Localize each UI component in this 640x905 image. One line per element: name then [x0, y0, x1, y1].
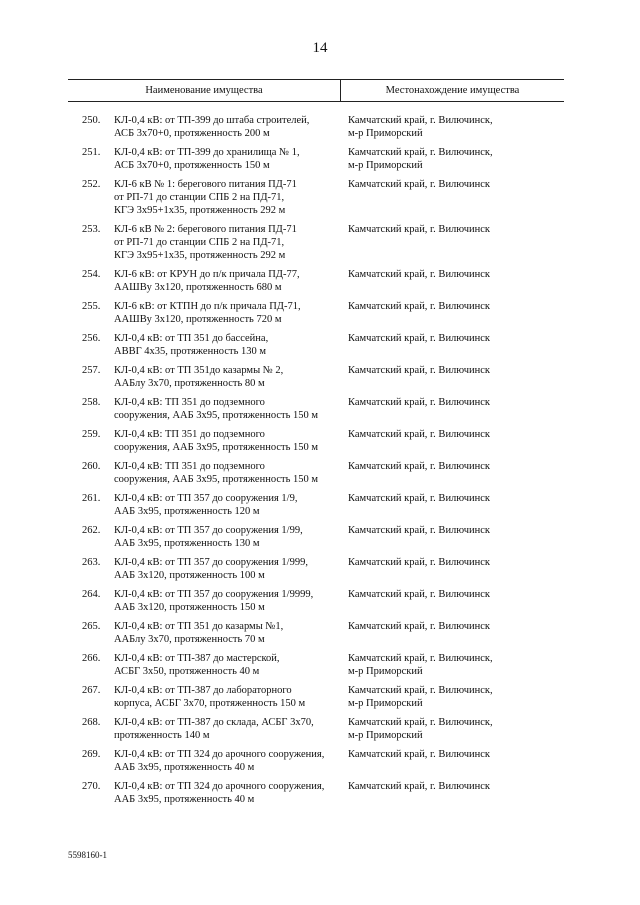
property-location-line: Камчатский край, г. Вилючинск — [348, 781, 491, 792]
property-name-line: КЛ-6 кВ № 1: берегового питания ПД-71 — [114, 179, 297, 190]
property-location — [340, 428, 564, 454]
property-name-line: КЛ-0,4 кВ: от ТП 357 до сооружения 1/9999, — [114, 589, 314, 600]
property-location-line: Камчатский край, г. Вилючинск — [348, 749, 491, 760]
property-location — [340, 396, 564, 422]
property-name-line: корпуса, АСБГ 3х70, протяженность 150 м — [114, 698, 306, 709]
property-location-line: Камчатский край, г. Вилючинск — [348, 525, 491, 536]
property-name-line: КЛ-0,4 кВ: от ТП-399 до хранилища № 1, — [114, 147, 300, 158]
property-name-line: сооружения, ААБ 3х95, протяженность 150 м — [114, 442, 319, 453]
property-name-line: АВВГ 4х35, протяженность 130 м — [114, 346, 267, 357]
table-header — [68, 79, 564, 102]
table-row — [68, 556, 564, 582]
table-row — [68, 780, 564, 806]
row-number: 266. — [82, 653, 101, 664]
property-name-line: КЛ-0,4 кВ: от ТП 357 до сооружения 1/9, — [114, 493, 298, 504]
table-row — [68, 146, 564, 172]
property-location — [340, 114, 564, 140]
property-name — [114, 114, 340, 140]
property-location-line: Камчатский край, г. Вилючинск — [348, 461, 491, 472]
property-name — [114, 332, 340, 358]
row-number: 260. — [82, 461, 101, 472]
property-name-line: КЛ-6 кВ: от КТПН до п/к причала ПД-71, — [114, 301, 301, 312]
property-name-line: ААШВу 3х120, протяженность 680 м — [114, 282, 282, 293]
property-location — [340, 268, 564, 294]
property-name-line: КЛ-0,4 кВ: от ТП-387 до мастерской, — [114, 653, 280, 664]
table-row — [68, 114, 564, 140]
property-location — [340, 780, 564, 806]
table-row — [68, 716, 564, 742]
property-name — [114, 460, 340, 486]
table-row — [68, 524, 564, 550]
property-location-line: Камчатский край, г. Вилючинск, — [348, 147, 493, 158]
table-row — [68, 684, 564, 710]
property-name — [114, 396, 340, 422]
property-location-line: Камчатский край, г. Вилючинск — [348, 224, 491, 235]
row-number: 268. — [82, 717, 101, 728]
table-row — [68, 748, 564, 774]
property-name-line: КЛ-6 кВ № 2: берегового питания ПД-71 — [114, 224, 297, 235]
property-name-line: сооружения, ААБ 3х95, протяженность 150 м — [114, 410, 319, 421]
property-name — [114, 492, 340, 518]
property-location — [340, 332, 564, 358]
property-name-line: КЛ-0,4 кВ: от ТП 351 до бассейна, — [114, 333, 269, 344]
header-name-column: Наименование имущества — [68, 80, 341, 101]
property-name — [114, 716, 340, 742]
property-name-line: ААШВу 3х120, протяженность 720 м — [114, 314, 282, 325]
table-row — [68, 620, 564, 646]
table-row — [68, 492, 564, 518]
table-row — [68, 268, 564, 294]
property-location — [340, 748, 564, 774]
header-location-column: Местонахождение имущества — [385, 85, 520, 96]
property-name-line: КЛ-0,4 кВ: от ТП 351 до казармы №1, — [114, 621, 284, 632]
property-name-line: КЛ-0,4 кВ: от ТП 324 до арочного сооружения, — [114, 749, 325, 760]
property-name-line: протяженность 140 м — [114, 730, 210, 741]
document-code: 5598160-1 — [68, 850, 107, 860]
row-number: 258. — [82, 397, 101, 408]
property-location — [340, 223, 564, 262]
property-name-line: КЛ-0,4 кВ: от ТП 324 до арочного сооружения, — [114, 781, 325, 792]
property-name-line: КЛ-6 кВ: от КРУН до п/к причала ПД-77, — [114, 269, 300, 280]
property-name — [114, 748, 340, 774]
property-location — [340, 652, 564, 678]
row-number: 255. — [82, 301, 101, 312]
property-name-line: КГЭ 3х95+1х35, протяженность 292 м — [114, 250, 286, 261]
row-number: 251. — [82, 147, 101, 158]
row-number: 263. — [82, 557, 101, 568]
row-number: 261. — [82, 493, 101, 504]
property-location — [340, 146, 564, 172]
table-row — [68, 300, 564, 326]
property-location — [340, 300, 564, 326]
property-location — [340, 492, 564, 518]
row-number: 259. — [82, 429, 101, 440]
table-row — [68, 428, 564, 454]
row-number: 252. — [82, 179, 101, 190]
property-name — [114, 223, 340, 262]
property-location-line: Камчатский край, г. Вилючинск — [348, 493, 491, 504]
property-location-line: Камчатский край, г. Вилючинск — [348, 269, 491, 280]
property-name-line: ААБлу 3х70, протяженность 80 м — [114, 378, 265, 389]
row-number: 269. — [82, 749, 101, 760]
page-number: 14 — [312, 40, 328, 56]
property-location-line: м-р Приморский — [348, 698, 423, 709]
property-location — [340, 364, 564, 390]
row-number: 256. — [82, 333, 101, 344]
property-location — [340, 620, 564, 646]
property-location-line: Камчатский край, г. Вилючинск — [348, 589, 491, 600]
property-location-line: м-р Приморский — [348, 666, 423, 677]
property-name-line: от РП-71 до станции СПБ 2 на ПД-71, — [114, 237, 285, 248]
row-number: 250. — [82, 115, 101, 126]
property-name-line: АСБ 3х70+0, протяженность 150 м — [114, 160, 270, 171]
table-body — [68, 114, 564, 806]
row-number: 265. — [82, 621, 101, 632]
property-name-line: ААБ 3х120, протяженность 100 м — [114, 570, 265, 581]
row-number: 257. — [82, 365, 101, 376]
property-name-line: КЛ-0,4 кВ: от ТП 351до казармы № 2, — [114, 365, 284, 376]
property-location — [340, 524, 564, 550]
property-location-line: Камчатский край, г. Вилючинск — [348, 429, 491, 440]
property-location-line: Камчатский край, г. Вилючинск, — [348, 653, 493, 664]
row-number: 253. — [82, 224, 101, 235]
property-name — [114, 268, 340, 294]
property-name-line: КЛ-0,4 кВ: ТП 351 до подземного — [114, 429, 265, 440]
property-location-line: Камчатский край, г. Вилючинск — [348, 333, 491, 344]
property-name — [114, 428, 340, 454]
property-location-line: Камчатский край, г. Вилючинск, — [348, 717, 493, 728]
property-location — [340, 178, 564, 217]
property-location-line: Камчатский край, г. Вилючинск, — [348, 115, 493, 126]
table-row — [68, 332, 564, 358]
table-row — [68, 588, 564, 614]
property-name-line: ААБ 3х120, протяженность 150 м — [114, 602, 265, 613]
table-row — [68, 396, 564, 422]
property-location — [340, 556, 564, 582]
property-location-line: Камчатский край, г. Вилючинск, — [348, 685, 493, 696]
property-name-line: КЛ-0,4 кВ: ТП 351 до подземного — [114, 461, 265, 472]
property-name-line: КЛ-0,4 кВ: от ТП 357 до сооружения 1/999, — [114, 557, 308, 568]
property-name — [114, 364, 340, 390]
property-name-line: КЛ-0,4 кВ: от ТП-387 до лабораторного — [114, 685, 292, 696]
property-name — [114, 588, 340, 614]
property-location — [340, 460, 564, 486]
table-row — [68, 652, 564, 678]
property-name-line: ААБ 3х95, протяженность 40 м — [114, 762, 255, 773]
property-location-line: Камчатский край, г. Вилючинск — [348, 179, 491, 190]
row-number: 262. — [82, 525, 101, 536]
property-table — [68, 79, 564, 812]
property-location-line: Камчатский край, г. Вилючинск — [348, 301, 491, 312]
property-name-line: АСБГ 3х50, протяженность 40 м — [114, 666, 260, 677]
property-name-line: от РП-71 до станции СПБ 2 на ПД-71, — [114, 192, 285, 203]
row-number: 267. — [82, 685, 101, 696]
property-name-line: ААБ 3х95, протяженность 40 м — [114, 794, 255, 805]
property-name — [114, 146, 340, 172]
table-row — [68, 178, 564, 217]
property-name — [114, 620, 340, 646]
property-name-line: КЛ-0,4 кВ: от ТП-387 до склада, АСБГ 3х70, — [114, 717, 314, 728]
property-name — [114, 178, 340, 217]
property-name-line: КЛ-0,4 кВ: от ТП-399 до штаба строителей, — [114, 115, 310, 126]
property-location-line: Камчатский край, г. Вилючинск — [348, 557, 491, 568]
property-location-line: м-р Приморский — [348, 128, 423, 139]
row-number: 264. — [82, 589, 101, 600]
row-number: 254. — [82, 269, 101, 280]
property-name — [114, 780, 340, 806]
table-row — [68, 460, 564, 486]
property-location — [340, 684, 564, 710]
property-name — [114, 524, 340, 550]
property-name — [114, 684, 340, 710]
property-name — [114, 556, 340, 582]
property-location-line: Камчатский край, г. Вилючинск — [348, 621, 491, 632]
property-location-line: Камчатский край, г. Вилючинск — [348, 397, 491, 408]
property-name-line: сооружения, ААБ 3х95, протяженность 150 м — [114, 474, 319, 485]
property-location-line: м-р Приморский — [348, 160, 423, 171]
property-name — [114, 652, 340, 678]
property-name-line: КЛ-0,4 кВ: от ТП 357 до сооружения 1/99, — [114, 525, 303, 536]
property-name-line: ААБ 3х95, протяженность 130 м — [114, 538, 260, 549]
property-name-line: АСБ 3х70+0, протяженность 200 м — [114, 128, 270, 139]
property-name-line: ААБлу 3х70, протяженность 70 м — [114, 634, 265, 645]
property-name — [114, 300, 340, 326]
property-location-line: м-р Приморский — [348, 730, 423, 741]
table-row — [68, 364, 564, 390]
property-name-line: ААБ 3х95, протяженность 120 м — [114, 506, 260, 517]
property-name-line: КЛ-0,4 кВ: ТП 351 до подземного — [114, 397, 265, 408]
table-row — [68, 223, 564, 262]
property-name-line: КГЭ 3х95+1х35, протяженность 292 м — [114, 205, 286, 216]
row-number: 270. — [82, 781, 101, 792]
property-location — [340, 588, 564, 614]
property-location-line: Камчатский край, г. Вилючинск — [348, 365, 491, 376]
property-location — [340, 716, 564, 742]
